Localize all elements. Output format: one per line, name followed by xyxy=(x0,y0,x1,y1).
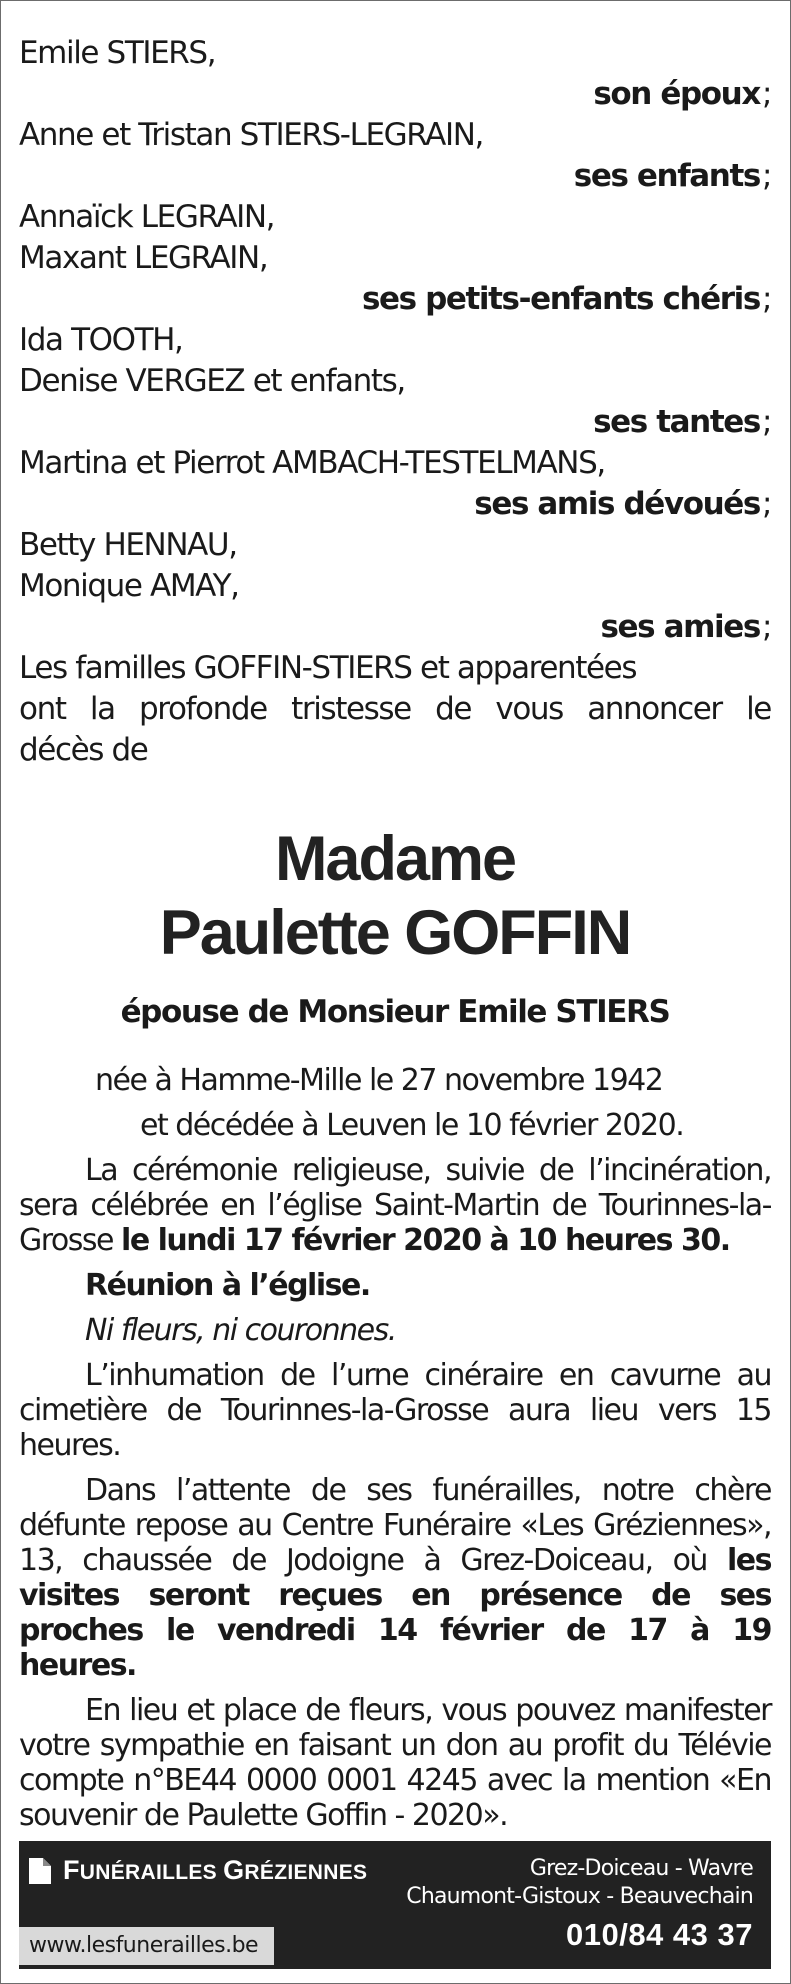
no-flowers-line: Ni fleurs, ni couronnes. xyxy=(85,1313,396,1348)
birth-line: née à Hamme-Mille le 27 novembre 1942 xyxy=(95,1063,663,1098)
death-line: et décédée à Leuven le 10 février 2020. xyxy=(140,1108,684,1143)
family-role xyxy=(19,402,771,443)
inhumation-paragraph: L’inhumation de l’urne cinéraire en cavurne au cimetière de Tourinnes-la-Grosse aura lieu vers 15 heures. xyxy=(19,1358,771,1463)
donation-paragraph: En lieu et place de fleurs, vous pouvez manifester votre sympathie en faisant un don au profit du Télévie compte n°BE44 0000 0001 4245 avec la mention «En souvenir de Paulette Goffin - 2020». xyxy=(19,1693,771,1833)
funeral-home-banner xyxy=(19,1841,771,1969)
family-role-text: ses amis dévoués xyxy=(474,486,760,522)
family-role xyxy=(19,74,771,115)
family-role-text: son époux xyxy=(593,76,760,112)
locations-line-2: Chaumont-Gistoux - Beauvechain xyxy=(406,1884,753,1909)
deceased-name: Paulette GOFFIN xyxy=(159,898,631,968)
family-name: Betty HENNAU, xyxy=(19,527,237,563)
family-list xyxy=(19,33,771,648)
family-name: Emile STIERS, xyxy=(19,35,216,71)
announce-word: ont xyxy=(19,691,66,727)
announce-word: annoncer xyxy=(587,691,722,727)
role-suffix: ; xyxy=(761,609,771,645)
announce-word: la xyxy=(89,691,115,727)
ceremony-paragraph xyxy=(19,1153,771,1258)
families-line: Les familles GOFFIN-STIERS et apparentées xyxy=(19,650,637,686)
family-name: Monique AMAY, xyxy=(19,568,239,604)
locations xyxy=(406,1855,753,1911)
family-role-text: ses enfants xyxy=(573,158,760,194)
visits-details: les visites seront reçues en présence de ses proches le vendredi 14 février de 17 à 19 heures. xyxy=(19,1543,771,1683)
family-name: Maxant LEGRAIN, xyxy=(19,240,268,276)
role-suffix: ; xyxy=(761,281,771,317)
phone-number: 010/84 43 37 xyxy=(565,1917,753,1952)
family-name: Martina et Pierrot AMBACH-TESTELMANS, xyxy=(19,445,605,481)
announce-word: le xyxy=(746,691,771,727)
announce-word: profonde xyxy=(139,691,267,727)
family-name: Anne et Tristan STIERS-LEGRAIN, xyxy=(19,117,483,153)
role-suffix: ; xyxy=(761,158,771,194)
meeting-line: Réunion à l’église. xyxy=(85,1268,370,1303)
family-role-text: ses tantes xyxy=(593,404,760,440)
family-role xyxy=(19,279,771,320)
family-role xyxy=(19,156,771,197)
spouse-line: épouse de Monsieur Emile STIERS xyxy=(120,994,670,1030)
ceremony-text: La cérémonie religieuse, suivie de l’incinération, sera célébrée en l’église Saint-Martin de Tourinnes-la-Grosse xyxy=(19,1153,771,1258)
brand-name: FUNÉRAILLES GRÉZIENNES xyxy=(63,1855,368,1885)
announce-word: vous xyxy=(495,691,563,727)
brand-row xyxy=(29,1855,367,1886)
ceremony-date: le lundi 17 février 2020 à 10 heures 30. xyxy=(121,1223,730,1258)
family-name: Annaïck LEGRAIN, xyxy=(19,199,275,235)
announce-word: de xyxy=(435,691,472,727)
announce-line-2: décès de xyxy=(19,732,148,768)
visits-text: Dans l’attente de ses funérailles, notre chère défunte repose au Centre Funéraire «Les Gréziennes», 13, chaussée de Jodoigne à Grez-Doiceau, où xyxy=(19,1473,771,1578)
visits-paragraph xyxy=(19,1473,771,1683)
family-role xyxy=(19,484,771,525)
family-role-text: ses amies xyxy=(600,609,760,645)
role-suffix: ; xyxy=(761,486,771,522)
notice-content xyxy=(19,33,771,1863)
family-name: Ida TOOTH, xyxy=(19,322,183,358)
document-icon xyxy=(29,1858,51,1884)
announce-word: tristesse xyxy=(291,691,411,727)
role-suffix: ; xyxy=(761,404,771,440)
role-suffix: ; xyxy=(761,76,771,112)
locations-line-1: Grez-Doiceau - Wavre xyxy=(529,1856,753,1881)
family-role xyxy=(19,607,771,648)
deceased-title: Madame xyxy=(274,824,516,894)
family-role-text: ses petits-enfants chéris xyxy=(361,281,760,317)
website-link[interactable]: www.lesfunerailles.be xyxy=(19,1927,274,1965)
announce-line xyxy=(19,689,771,730)
family-name: Denise VERGEZ et enfants, xyxy=(19,363,405,399)
